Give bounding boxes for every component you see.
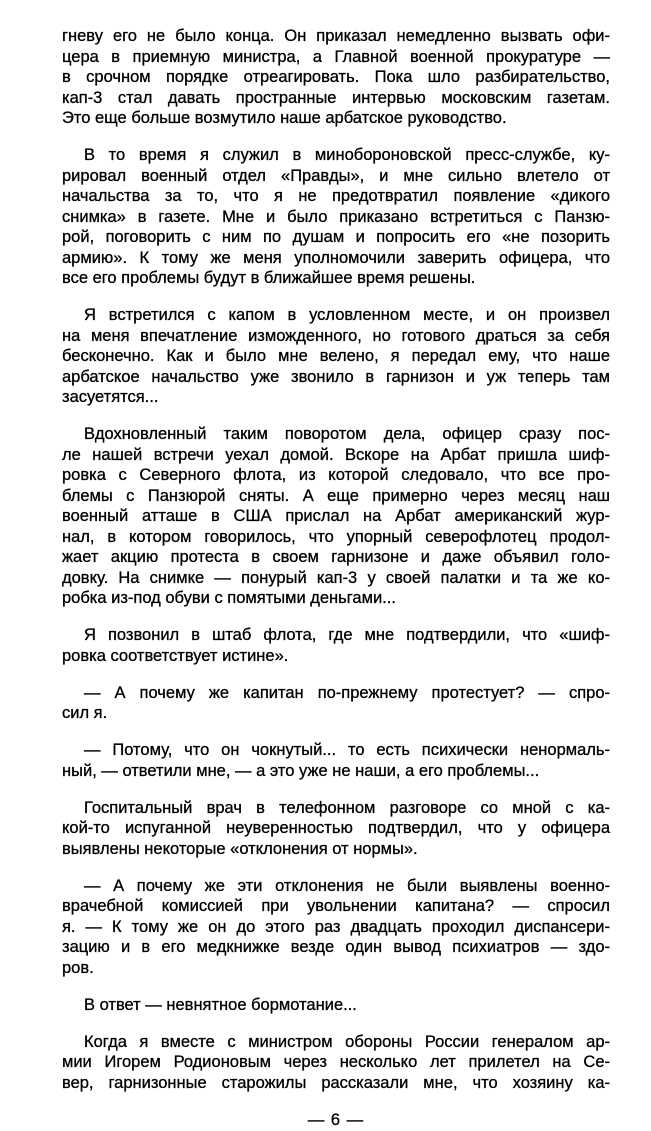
text-line: начальства за то, что я не предотвратил появление «дикого [62,187,610,205]
text-line: военный атташе в США прислал на Арбат американский жур- [62,507,610,525]
text-line: мии Игорем Родионовым через несколько лет прилетел на Се- [62,1053,610,1071]
text-line: арбатское начальство уже звонило в гарнизон и уж теперь там [62,367,610,386]
text-line: Госпитальный врач в телефонном разговоре со мной с ка- [84,798,610,817]
text-line: я. — К тому же он до этого раз двадцать проходил диспансери- [62,917,610,936]
text-line: армию». К тому же меня уполномочили заверить офицера, что [62,248,610,267]
text-line: Вдохновленный таким поворотом дела, офицер сразу пос- [84,425,610,443]
text-line: кой-то испуганной неуверенностью подтвердил, что у офицера [62,819,610,837]
text-line: в срочном порядке отреагировать. Пока шло разбирательство, [62,68,610,86]
text-line: Я встретился с капом в условленном месте, и он произвел [84,306,610,324]
text-line: засуетятся... [62,388,159,406]
text-line: врачебной комиссией при увольнении капитана? — спросил [62,897,610,915]
text-line: бесконечно. Как и было мне велено, я передал ему, что наше [62,347,610,365]
text-line: кап-3 стал давать пространные интервью московским газетам. [62,88,610,107]
text-line: сил я. [62,704,108,722]
text-line: довку. На снимке — понурый кап-3 у своей палатки и та же ко- [62,568,610,587]
page-number: — 6 — [307,1111,365,1129]
text-line: В то время я служил в минобороновской пресс-службе, ку- [84,146,610,164]
text-line: вер, гарнизонные старожилы рассказали мне, что хозяину ка- [62,1073,610,1092]
text-line: на меня впечатление изможденного, но готового драться за себя [62,326,610,345]
text-line: жает акцию протеста в своем гарнизоне и даже объявил голо- [62,548,610,566]
text-line: Это еще больше возмутило наше арбатское руководство. [62,109,507,127]
text-line: нал, в котором говорилось, что упорный северофлотец продол- [62,527,610,546]
text-line: — А почему же эти отклонения не были выявлены военно- [84,876,610,895]
text-line: ровка с Северного флота, из которой следовало, что все про- [62,466,610,484]
text-line: ле нашей встречи уехал домой. Вскоре на Арбат пришла шиф- [62,445,610,464]
text-line: рировал военный отдел «Правды», и мне сильно влетело от [62,166,610,185]
text-line: гневу его не было конца. Он приказал немедленно вызвать офи- [62,27,610,45]
text-line: — Потому, что он чокнутый... то есть психически ненормаль- [84,741,610,759]
text-line: блемы с Панзюрой сняты. А еще примерно через месяц наш [62,486,610,505]
text-line: Когда я вместе с министром обороны России генералом ар- [84,1032,610,1051]
text-line: — А почему же капитан по-прежнему протестует? — спро- [84,683,610,702]
text-line: робка из-под обуви с помятыми деньгами... [62,589,396,607]
text-line: зацию и в его медкнижке везде один вывод психиатров — здо- [62,938,610,956]
text-line: снимка» в газете. Мне и было приказано встретиться с Панзю- [62,207,610,226]
text-line: Я позвонил в штаб флота, где мне подтвердили, что «шиф- [84,626,610,644]
text-line: выявлены некоторые «отклонения от нормы». [62,839,418,858]
text-line: ров. [62,958,94,977]
text-line: все его проблемы будут в ближайшее время решены. [62,269,476,287]
text-line: рой, поговорить с ним по душам и попросить его «не позорить [62,228,610,246]
text-line: ный, — ответили мне, — а это уже не наши, а его проблемы... [62,761,540,780]
text-line: цера в приемную министра, а Главной военной прокуратуре — [62,47,610,66]
text-line: В ответ — невнятное бормотание... [84,995,357,1014]
text-line: ровка соответствует истине». [62,646,289,665]
